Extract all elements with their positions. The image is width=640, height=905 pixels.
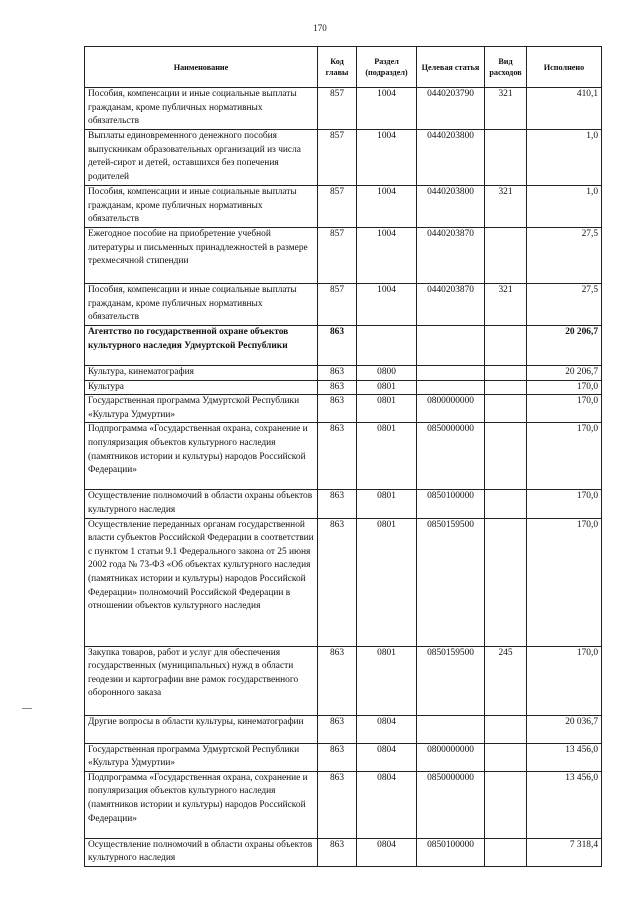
row-chapter-code: 857 [318, 88, 357, 130]
row-chapter-code: 863 [318, 490, 357, 518]
row-executed-amount: 13 456,0 [527, 743, 602, 771]
row-expense-type [485, 395, 527, 423]
row-name: Культура, кинематография [85, 366, 318, 381]
row-chapter-code: 857 [318, 284, 357, 326]
row-target-article: 0800000000 [417, 395, 485, 423]
table-header-row [85, 47, 602, 88]
row-section: 0801 [357, 518, 417, 646]
row-executed-amount: 20 206,7 [527, 326, 602, 366]
row-executed-amount: 1,0 [527, 186, 602, 228]
row-chapter-code: 857 [318, 186, 357, 228]
row-section: 0804 [357, 838, 417, 866]
row-section: 0801 [357, 646, 417, 715]
row-name: Выплаты единовременного денежного пособия выпускникам образовательных организаций из числа детей-сирот и детей, оставшихся без попечения родителей [85, 130, 318, 186]
row-expense-type [485, 228, 527, 284]
row-target-article: 0440203800 [417, 186, 485, 228]
row-name: Осуществление полномочий в области охраны объектов культурного наследия [85, 490, 318, 518]
row-name: Государственная программа Удмуртской Республики «Культура Удмуртии» [85, 395, 318, 423]
row-executed-amount: 20 036,7 [527, 715, 602, 743]
table-row [85, 284, 602, 326]
row-name: Осуществление переданных органам государственной власти субъектов Российской Федерации в соответствии с пунктом 1 статьи 9.1 Федерального закона от 25 июня 2002 года № 73-ФЗ «Об объектах культурного наследия (памятниках истории и культуры) народов Российской Федерации» полномочий Российской Федерации в отношении объектов культурного наследия [85, 518, 318, 646]
row-executed-amount: 170,0 [527, 518, 602, 646]
header-name: Наименование [85, 47, 318, 88]
table-row [85, 326, 602, 366]
row-chapter-code: 863 [318, 518, 357, 646]
header-target-article: Целевая статья [417, 47, 485, 88]
row-section: 1004 [357, 186, 417, 228]
row-chapter-code: 863 [318, 715, 357, 743]
row-section: 0804 [357, 715, 417, 743]
row-executed-amount: 13 456,0 [527, 771, 602, 838]
row-section [357, 326, 417, 366]
row-section: 0804 [357, 771, 417, 838]
header-executed: Исполнено [527, 47, 602, 88]
row-name: Агентство по государственной охране объектов культурного наследия Удмуртской Республики [85, 326, 318, 366]
row-expense-type [485, 518, 527, 646]
row-target-article [417, 715, 485, 743]
scan-artifact [22, 708, 32, 709]
row-name: Культура [85, 380, 318, 395]
row-expense-type: 321 [485, 88, 527, 130]
page-number: 170 [313, 23, 327, 33]
row-expense-type [485, 771, 527, 838]
row-expense-type: 321 [485, 284, 527, 326]
row-expense-type [485, 490, 527, 518]
row-target-article: 0440203870 [417, 284, 485, 326]
row-name: Ежегодное пособие на приобретение учебной литературы и письменных принадлежностей в размере трехмесячной стипендии [85, 228, 318, 284]
table-row [85, 715, 602, 743]
row-section: 0800 [357, 366, 417, 381]
row-section: 0804 [357, 743, 417, 771]
row-target-article [417, 380, 485, 395]
row-name: Пособия, компенсации и иные социальные выплаты гражданам, кроме публичных нормативных обязательств [85, 284, 318, 326]
table-row [85, 228, 602, 284]
row-executed-amount: 27,5 [527, 284, 602, 326]
row-executed-amount: 20 206,7 [527, 366, 602, 381]
row-target-article: 0850000000 [417, 771, 485, 838]
row-chapter-code: 863 [318, 771, 357, 838]
row-name: Подпрограмма «Государственная охрана, сохранение и популяризация объектов культурного наследия (памятников истории и культуры) народов Российской Федерации» [85, 423, 318, 490]
table-row [85, 186, 602, 228]
row-target-article: 0850159500 [417, 518, 485, 646]
row-expense-type [485, 838, 527, 866]
row-section: 1004 [357, 284, 417, 326]
row-executed-amount: 1,0 [527, 130, 602, 186]
row-executed-amount: 170,0 [527, 646, 602, 715]
row-target-article [417, 366, 485, 381]
row-expense-type [485, 743, 527, 771]
row-section: 1004 [357, 88, 417, 130]
header-chapter-code: Код главы [318, 47, 357, 88]
table-row [85, 743, 602, 771]
row-expense-type: 321 [485, 186, 527, 228]
budget-table [84, 46, 602, 867]
row-section: 0801 [357, 490, 417, 518]
row-target-article: 0440203870 [417, 228, 485, 284]
row-expense-type [485, 326, 527, 366]
row-target-article: 0850159500 [417, 646, 485, 715]
row-expense-type [485, 130, 527, 186]
table-row [85, 395, 602, 423]
row-chapter-code: 863 [318, 326, 357, 366]
row-target-article: 0800000000 [417, 743, 485, 771]
row-chapter-code: 863 [318, 366, 357, 381]
row-target-article [417, 326, 485, 366]
row-section: 1004 [357, 228, 417, 284]
row-chapter-code: 863 [318, 743, 357, 771]
row-target-article: 0850000000 [417, 423, 485, 490]
row-name: Пособия, компенсации и иные социальные выплаты гражданам, кроме публичных нормативных обязательств [85, 186, 318, 228]
row-chapter-code: 863 [318, 395, 357, 423]
row-chapter-code: 863 [318, 838, 357, 866]
row-name: Другие вопросы в области культуры, кинематографии [85, 715, 318, 743]
row-expense-type [485, 380, 527, 395]
row-executed-amount: 27,5 [527, 228, 602, 284]
table-row [85, 490, 602, 518]
row-expense-type: 245 [485, 646, 527, 715]
table-row [85, 423, 602, 490]
row-expense-type [485, 423, 527, 490]
table-row [85, 838, 602, 866]
row-target-article: 0850100000 [417, 838, 485, 866]
row-executed-amount: 7 318,4 [527, 838, 602, 866]
table-row [85, 646, 602, 715]
header-expense-type: Вид расходов [485, 47, 527, 88]
row-expense-type [485, 366, 527, 381]
row-chapter-code: 863 [318, 646, 357, 715]
row-target-article: 0440203790 [417, 88, 485, 130]
table-row [85, 130, 602, 186]
table-row [85, 88, 602, 130]
row-section: 0801 [357, 395, 417, 423]
row-executed-amount: 170,0 [527, 423, 602, 490]
row-chapter-code: 863 [318, 380, 357, 395]
row-name: Пособия, компенсации и иные социальные выплаты гражданам, кроме публичных нормативных обязательств [85, 88, 318, 130]
row-executed-amount: 410,1 [527, 88, 602, 130]
table-row [85, 366, 602, 381]
row-target-article: 0440203800 [417, 130, 485, 186]
row-section: 0801 [357, 423, 417, 490]
header-section: Раздел (подраздел) [357, 47, 417, 88]
row-section: 0801 [357, 380, 417, 395]
row-name: Осуществление полномочий в области охраны объектов культурного наследия [85, 838, 318, 866]
table-row [85, 380, 602, 395]
row-executed-amount: 170,0 [527, 490, 602, 518]
row-expense-type [485, 715, 527, 743]
row-chapter-code: 857 [318, 228, 357, 284]
row-target-article: 0850100000 [417, 490, 485, 518]
row-name: Подпрограмма «Государственная охрана, сохранение и популяризация объектов культурного наследия (памятников истории и культуры) народов Российской Федерации» [85, 771, 318, 838]
row-chapter-code: 863 [318, 423, 357, 490]
table-row [85, 518, 602, 646]
row-chapter-code: 857 [318, 130, 357, 186]
row-name: Закупка товаров, работ и услуг для обеспечения государственных (муниципальных) нужд в области геодезии и картографии вне рамок государственного оборонного заказа [85, 646, 318, 715]
row-executed-amount: 170,0 [527, 380, 602, 395]
row-executed-amount: 170,0 [527, 395, 602, 423]
table-row [85, 771, 602, 838]
row-name: Государственная программа Удмуртской Республики «Культура Удмуртии» [85, 743, 318, 771]
row-section: 1004 [357, 130, 417, 186]
